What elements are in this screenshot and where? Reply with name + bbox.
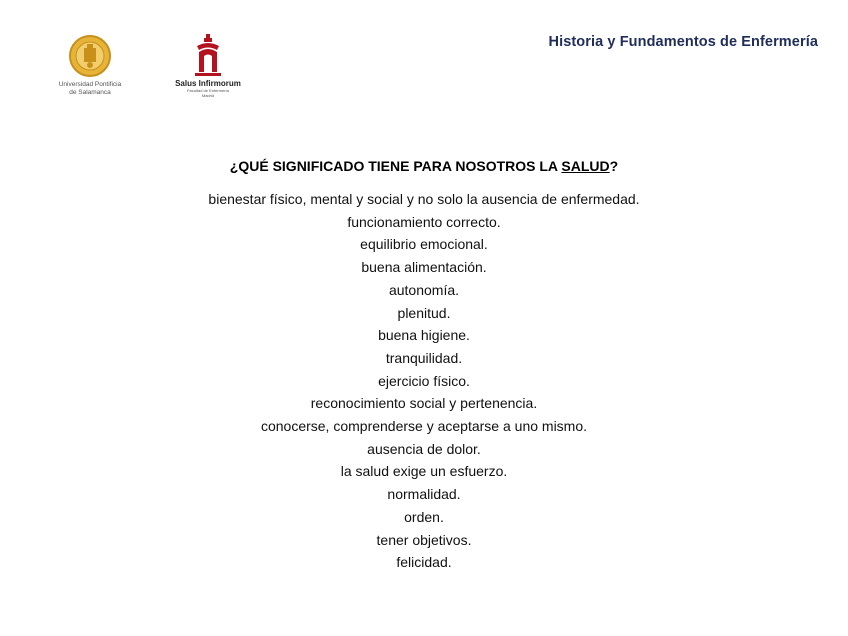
question-highlight: SALUD: [561, 158, 610, 174]
salus-infirmorum-icon: [191, 34, 225, 78]
answer-item: autonomía.: [388, 281, 460, 298]
answer-item: buena higiene.: [378, 327, 470, 344]
answer-item: plenitud.: [397, 304, 451, 321]
answer-item: tranquilidad.: [385, 349, 463, 366]
salus-name: Salus Infirmorum: [175, 79, 241, 88]
answer-item: reconocimiento social y pertenencia.: [310, 395, 538, 412]
question-suffix: ?: [609, 158, 619, 174]
answer-item: ejercicio físico.: [378, 372, 470, 389]
salus-subtitle: Facultad de Enfermería Madrid: [187, 88, 229, 98]
question-prefix: ¿QUÉ SIGNIFICADO TIENE PARA NOSOTROS LA: [229, 158, 562, 174]
salus-logo: [162, 34, 254, 114]
university-caption: Universidad Pontificia de Salamanca: [58, 81, 122, 96]
university-crest-icon: [68, 34, 112, 78]
answer-item: normalidad.: [387, 486, 461, 503]
answer-item: funcionamiento correcto.: [347, 213, 501, 230]
page-header: [0, 0, 848, 120]
answer-item: buena alimentación.: [361, 259, 487, 276]
question-heading: [0, 158, 848, 174]
answer-item: tener objetivos.: [376, 531, 472, 548]
answer-item: la salud exige un esfuerzo.: [340, 463, 508, 480]
answer-item: felicidad.: [396, 554, 452, 571]
university-logo: [50, 34, 130, 110]
answer-item: equilibrio emocional.: [360, 236, 488, 253]
answer-item: ausencia de dolor.: [367, 440, 481, 457]
answer-item: conocerse, comprenderse y aceptarse a uno mismo.: [260, 418, 588, 435]
answers-list: [0, 188, 848, 574]
answer-item: orden.: [404, 508, 444, 525]
answer-item: bienestar físico, mental y social y no solo la ausencia de enfermedad.: [208, 191, 640, 207]
course-title: Historia y Fundamentos de Enfermería: [548, 34, 818, 50]
